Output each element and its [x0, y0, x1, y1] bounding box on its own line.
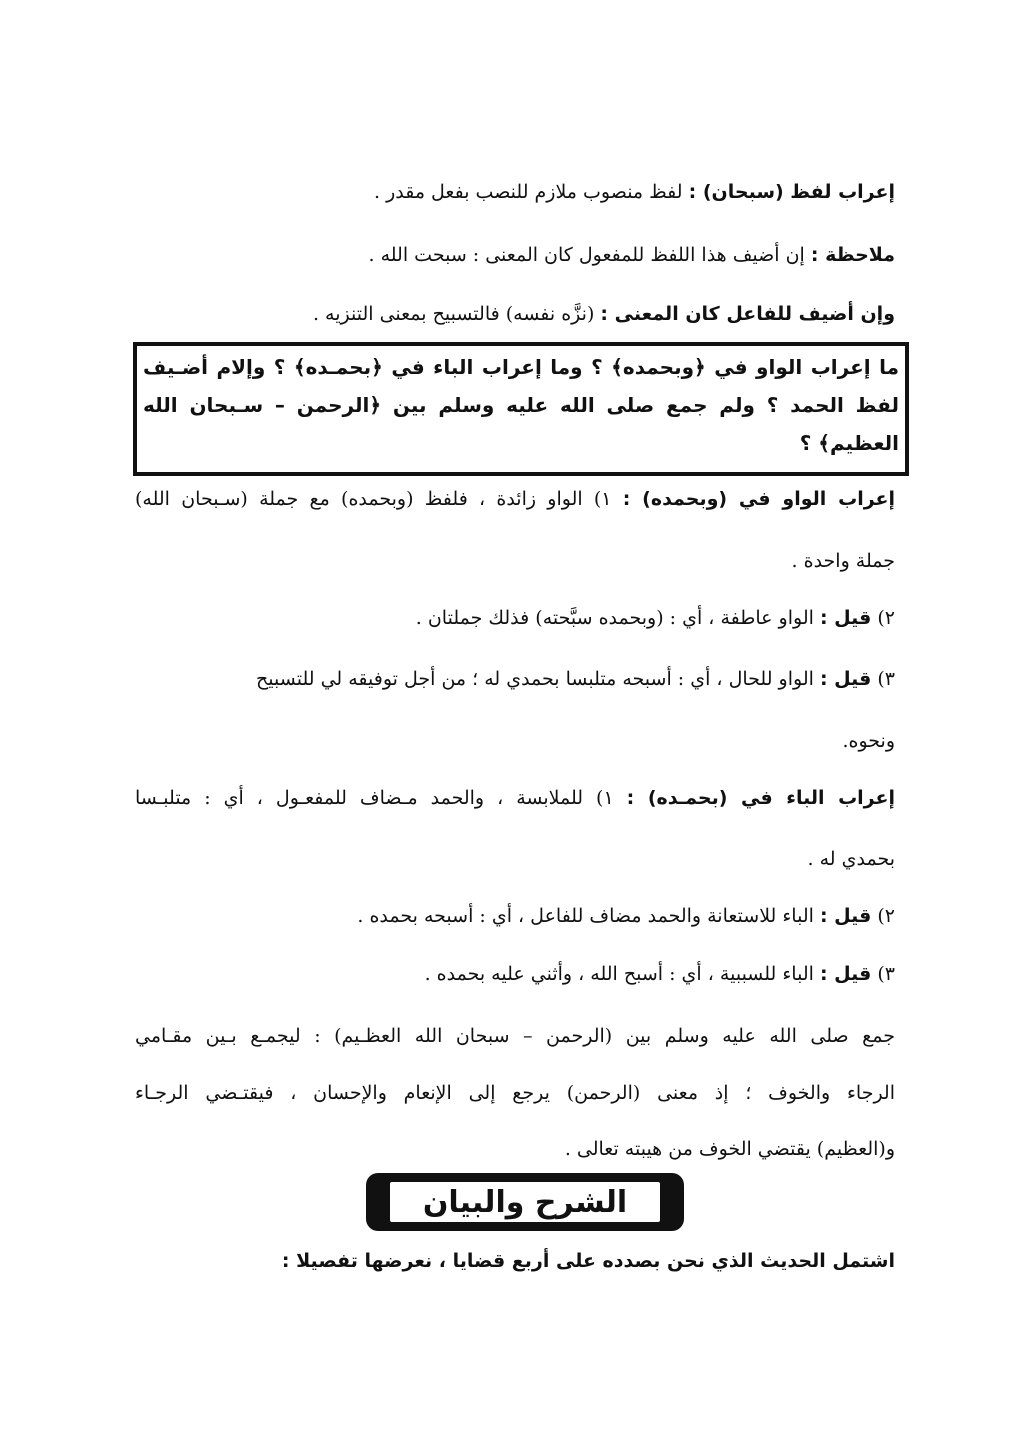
text-mulahaza: إن أضيف هذا اللفظ للمفعول كان المعنى : سبحت الله .: [368, 244, 811, 266]
waw-item-3: [256, 664, 895, 694]
text-waw-1: ١) الواو زائدة ، فلفظ (وبحمده) مع جملة (سـبحان الله): [135, 488, 623, 510]
jam-line-3: و(العظيم) يقتضي الخوف من هيبته تعالى .: [564, 1138, 895, 1160]
line-mulahaza: [369, 240, 896, 270]
question-line-2: لفظ الحمد ؟ ولم جمع صلى الله عليه وسلم بين ﴿الرحمن – سـبحان الله: [143, 393, 899, 417]
line-fa3il: [313, 299, 895, 329]
waw-item-2-label: قيل :: [819, 607, 872, 629]
ba-item-3: [425, 959, 895, 989]
label-irab-ba: إعراب الباء في (بحمـده) :: [626, 787, 895, 809]
text-ba-1: ١) للملابسة ، والحمد مـضاف للمفعـول ، أي : متلبـسا: [135, 787, 627, 809]
waw-item-3-num: ٣): [877, 668, 895, 690]
waw-item-3-label: قيل :: [819, 668, 872, 690]
waw-item-2: [416, 603, 895, 633]
ba-item-2: [357, 901, 895, 931]
waw-item-3-text: الواو للحال ، أي : أسبحه متلبسا بحمدي له ؛ من أجل توفيقه لي للتسبيح: [256, 668, 820, 690]
line-irab-subhan: [374, 177, 895, 207]
label-irab-subhan: إعراب لفظ (سبحان) :: [688, 181, 895, 203]
waw-item-2-text: الواو عاطفة ، أي : (وبحمده سبَّحته) فذلك جملتان .: [415, 607, 820, 629]
ba-line-1: [135, 783, 895, 813]
text-irab-subhan: لفظ منصوب ملازم للنصب بفعل مقدر .: [373, 181, 689, 203]
ba-line-2: بحمدي له .: [807, 848, 895, 870]
question-box: [133, 342, 909, 476]
ba-item-3-num: ٣): [877, 963, 895, 985]
waw-line-2: جملة واحدة .: [791, 550, 895, 572]
text-fa3il: (نزَّه نفسه) فالتسبيح بمعنى التنزيه .: [312, 303, 601, 325]
question-line-3: العظيم﴾ ؟: [799, 431, 899, 455]
waw-line-1: [135, 484, 895, 514]
jam-line-1: جمع صلى الله عليه وسلم بين (الرحمن – سبحان الله العظـيم) : ليجمـع بـين مقـامي: [135, 1025, 895, 1047]
waw-item-3-cont: ونحوه.: [842, 730, 895, 752]
ba-item-2-num: ٢): [877, 905, 895, 927]
ba-item-2-text: الباء للاستعانة والحمد مضاف للفاعل ، أي : أسبحه بحمده .: [357, 905, 820, 927]
waw-item-2-num: ٢): [877, 607, 895, 629]
banner-title: الشرح والبيان: [390, 1182, 660, 1222]
question-line-1: ما إعراب الواو في ﴿وبحمده﴾ ؟ وما إعراب الباء في ﴿بحمـده﴾ ؟ وإلام أضـيف: [143, 355, 899, 379]
ba-item-2-label: قيل :: [819, 905, 872, 927]
jam-line-2: الرجاء والخوف ؛ إذ معنى (الرحمن) يرجع إلى الإنعام والإحسان ، فيقتـضي الرجـاء: [135, 1082, 895, 1104]
label-fa3il: وإن أضيف للفاعل كان المعنى :: [600, 303, 895, 325]
section-banner: [366, 1173, 684, 1231]
label-irab-waw: إعراب الواو في (وبحمده) :: [622, 488, 896, 510]
ba-item-3-label: قيل :: [819, 963, 872, 985]
ba-item-3-text: الباء للسببية ، أي : أسبح الله ، وأثني عليه بحمده .: [424, 963, 820, 985]
label-mulahaza: ملاحظة :: [810, 244, 895, 266]
closing-line: اشتمل الحديث الذي نحن بصدده على أربع قضايا ، نعرضها تفصيلا :: [281, 1250, 895, 1272]
